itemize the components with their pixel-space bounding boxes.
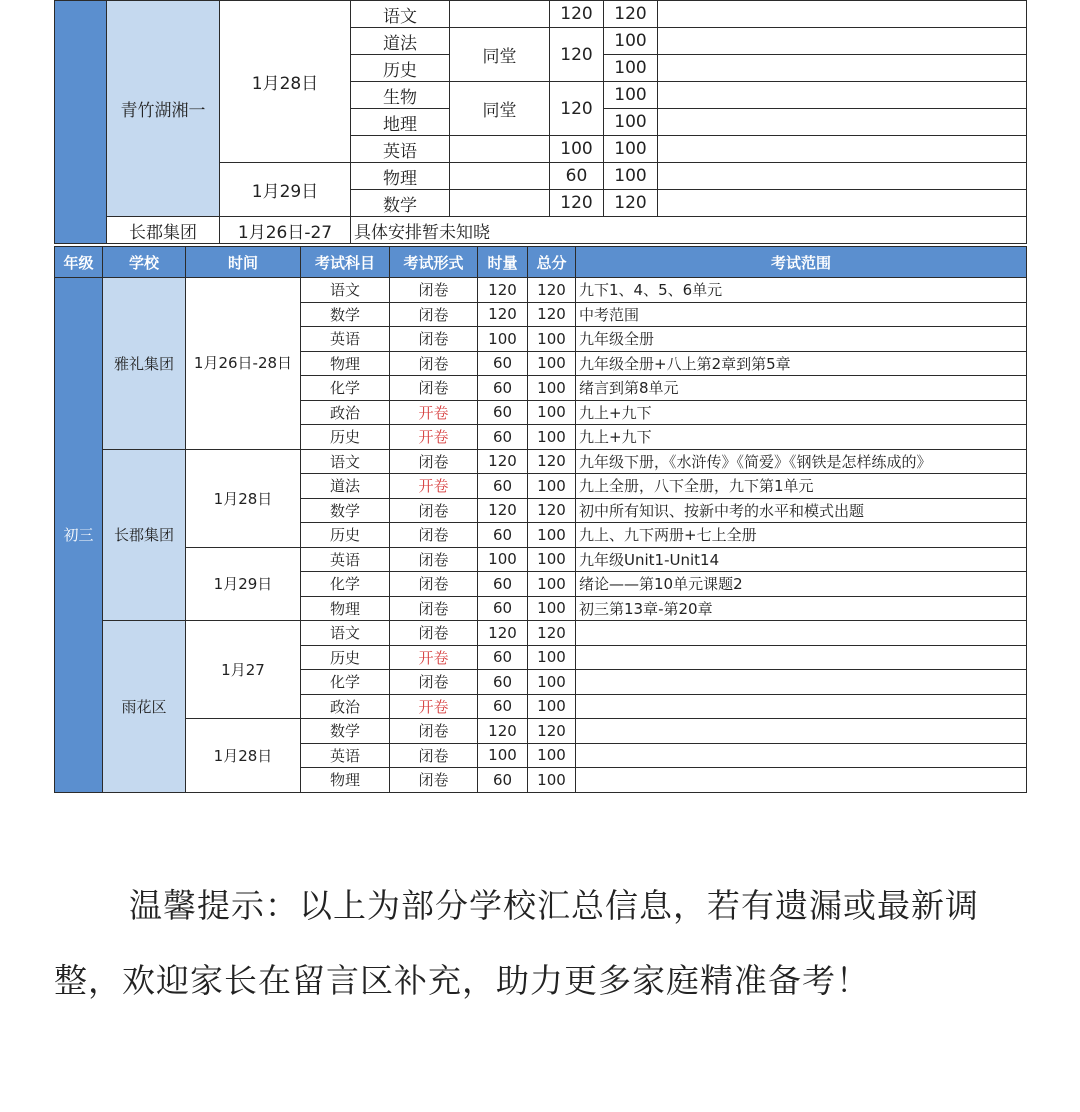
duration-cell: 60 — [478, 474, 528, 499]
table-row — [55, 719, 1027, 744]
duration-cell: 100 — [550, 136, 604, 163]
scope-cell — [576, 694, 1027, 719]
subject-cell: 道法 — [301, 474, 390, 499]
subject-cell: 地理 — [351, 109, 450, 136]
scope-cell — [576, 670, 1027, 695]
format-cell: 闭卷 — [390, 768, 478, 793]
duration-cell: 120 — [478, 302, 528, 327]
score-cell: 120 — [528, 719, 576, 744]
same-hall-cell: 同堂 — [450, 28, 550, 82]
date-cell: 1月28日 — [186, 719, 301, 793]
format-cell — [450, 136, 550, 163]
header-time: 时间 — [186, 247, 301, 278]
duration-cell: 60 — [478, 572, 528, 597]
subject-cell: 历史 — [351, 55, 450, 82]
score-cell: 120 — [528, 302, 576, 327]
header-school: 学校 — [103, 247, 186, 278]
date-cell: 1月29日 — [220, 163, 351, 217]
subject-cell: 政治 — [301, 694, 390, 719]
date-cell: 1月29日 — [186, 547, 301, 621]
duration-cell: 60 — [478, 523, 528, 548]
format-cell — [450, 1, 550, 28]
duration-cell: 120 — [478, 498, 528, 523]
score-cell: 120 — [528, 449, 576, 474]
subject-cell: 英语 — [301, 743, 390, 768]
duration-cell: 60 — [478, 670, 528, 695]
duration-cell: 60 — [478, 768, 528, 793]
grade-cell — [55, 1, 107, 244]
note-cell: 具体安排暂未知晓 — [351, 217, 1027, 244]
duration-cell: 120 — [478, 278, 528, 303]
score-cell: 100 — [528, 694, 576, 719]
score-cell: 100 — [528, 547, 576, 572]
table-row — [55, 547, 1027, 572]
subject-cell: 道法 — [351, 28, 450, 55]
duration-cell: 120 — [550, 190, 604, 217]
duration-cell: 120 — [550, 28, 604, 82]
score-cell: 100 — [528, 400, 576, 425]
scope-cell — [658, 190, 1027, 217]
format-cell: 闭卷 — [390, 743, 478, 768]
duration-cell: 120 — [478, 449, 528, 474]
upper-schedule-table — [54, 0, 1027, 244]
score-cell: 100 — [528, 743, 576, 768]
table-row — [55, 621, 1027, 646]
score-cell: 100 — [528, 572, 576, 597]
scope-cell — [576, 743, 1027, 768]
scope-cell: 九下1、4、5、6单元 — [576, 278, 1027, 303]
format-cell: 闭卷 — [390, 327, 478, 352]
school-cell: 雨花区 — [103, 621, 186, 793]
subject-cell: 英语 — [351, 136, 450, 163]
score-cell: 100 — [528, 351, 576, 376]
subject-cell: 英语 — [301, 547, 390, 572]
subject-cell: 化学 — [301, 572, 390, 597]
same-hall-cell: 同堂 — [450, 82, 550, 136]
subject-cell: 物理 — [301, 596, 390, 621]
subject-cell: 生物 — [351, 82, 450, 109]
duration-cell: 60 — [550, 163, 604, 190]
format-cell: 闭卷 — [390, 572, 478, 597]
duration-cell: 120 — [478, 719, 528, 744]
format-cell — [450, 190, 550, 217]
duration-cell: 60 — [478, 400, 528, 425]
scope-cell: 绪言到第8单元 — [576, 376, 1027, 401]
scope-cell: 初中所有知识、按新中考的水平和模式出题 — [576, 498, 1027, 523]
score-cell: 100 — [528, 376, 576, 401]
format-cell: 闭卷 — [390, 278, 478, 303]
subject-cell: 语文 — [301, 621, 390, 646]
school-cell: 长郡集团 — [103, 449, 186, 621]
score-cell: 120 — [528, 498, 576, 523]
format-cell: 闭卷 — [390, 351, 478, 376]
format-cell: 闭卷 — [390, 449, 478, 474]
date-cell: 1月26日-27 — [220, 217, 351, 244]
scope-cell: 九年级全册 — [576, 327, 1027, 352]
header-scope: 考试范围 — [576, 247, 1027, 278]
duration-cell: 60 — [478, 694, 528, 719]
subject-cell: 物理 — [301, 768, 390, 793]
score-cell: 120 — [528, 278, 576, 303]
scope-cell — [576, 719, 1027, 744]
format-cell: 闭卷 — [390, 621, 478, 646]
format-cell: 闭卷 — [390, 547, 478, 572]
scope-cell — [658, 28, 1027, 55]
subject-cell: 化学 — [301, 670, 390, 695]
score-cell: 100 — [604, 55, 658, 82]
score-cell: 120 — [604, 190, 658, 217]
subject-cell: 物理 — [301, 351, 390, 376]
duration-cell: 100 — [478, 327, 528, 352]
subject-cell: 历史 — [301, 645, 390, 670]
duration-cell: 120 — [550, 82, 604, 136]
format-cell: 闭卷 — [390, 523, 478, 548]
date-cell: 1月28日 — [220, 1, 351, 163]
score-cell: 100 — [528, 474, 576, 499]
scope-cell: 九年级全册+八上第2章到第5章 — [576, 351, 1027, 376]
score-cell: 100 — [604, 109, 658, 136]
duration-cell: 60 — [478, 425, 528, 450]
scope-cell — [658, 55, 1027, 82]
header-format: 考试形式 — [390, 247, 478, 278]
header-duration: 时量 — [478, 247, 528, 278]
scope-cell: 九年级Unit1-Unit14 — [576, 547, 1027, 572]
duration-cell: 100 — [478, 547, 528, 572]
subject-cell: 数学 — [301, 302, 390, 327]
format-cell: 闭卷 — [390, 376, 478, 401]
scope-cell — [658, 136, 1027, 163]
scope-cell — [658, 109, 1027, 136]
duration-cell: 60 — [478, 596, 528, 621]
score-cell: 100 — [528, 425, 576, 450]
subject-cell: 语文 — [351, 1, 450, 28]
subject-cell: 数学 — [351, 190, 450, 217]
date-cell: 1月28日 — [186, 449, 301, 547]
duration-cell: 120 — [478, 621, 528, 646]
subject-cell: 历史 — [301, 425, 390, 450]
scope-cell: 中考范围 — [576, 302, 1027, 327]
scope-cell — [576, 621, 1027, 646]
format-cell: 闭卷 — [390, 596, 478, 621]
header-grade: 年级 — [55, 247, 103, 278]
format-cell: 开卷 — [390, 400, 478, 425]
score-cell: 120 — [604, 1, 658, 28]
subject-cell: 语文 — [301, 278, 390, 303]
table-row — [55, 278, 1027, 303]
format-cell: 开卷 — [390, 474, 478, 499]
format-cell: 闭卷 — [390, 719, 478, 744]
scope-cell: 初三第13章-第20章 — [576, 596, 1027, 621]
date-cell: 1月27 — [186, 621, 301, 719]
duration-cell: 100 — [478, 743, 528, 768]
score-cell: 100 — [604, 163, 658, 190]
duration-cell: 60 — [478, 351, 528, 376]
subject-cell: 物理 — [351, 163, 450, 190]
scope-cell — [576, 768, 1027, 793]
format-cell: 闭卷 — [390, 302, 478, 327]
scope-cell: 九上+九下 — [576, 425, 1027, 450]
scope-cell: 绪论——第10单元课题2 — [576, 572, 1027, 597]
school-cell: 雅礼集团 — [103, 278, 186, 450]
format-cell: 开卷 — [390, 694, 478, 719]
score-cell: 100 — [528, 768, 576, 793]
subject-cell: 化学 — [301, 376, 390, 401]
score-cell: 100 — [528, 645, 576, 670]
grade-nine-schedule-table — [54, 246, 1027, 793]
format-cell: 开卷 — [390, 645, 478, 670]
scope-cell — [658, 163, 1027, 190]
warm-tip-paragraph: 温馨提示：以上为部分学校汇总信息，若有遗漏或最新调整，欢迎家长在留言区补充，助力更多家庭精准备考！ — [54, 886, 979, 1000]
scope-cell — [658, 82, 1027, 109]
scope-cell — [658, 1, 1027, 28]
scope-cell: 九上全册，八下全册，九下第1单元 — [576, 474, 1027, 499]
header-subject: 考试科目 — [301, 247, 390, 278]
duration-cell: 60 — [478, 376, 528, 401]
header-row — [55, 247, 1027, 278]
school-cell: 青竹湖湘一 — [107, 1, 220, 217]
date-cell: 1月26日-28日 — [186, 278, 301, 450]
table-row — [55, 449, 1027, 474]
subject-cell: 历史 — [301, 523, 390, 548]
score-cell: 100 — [528, 596, 576, 621]
score-cell: 100 — [604, 136, 658, 163]
header-score: 总分 — [528, 247, 576, 278]
score-cell: 120 — [528, 621, 576, 646]
school-cell: 长郡集团 — [107, 217, 220, 244]
score-cell: 100 — [604, 82, 658, 109]
duration-cell: 60 — [478, 645, 528, 670]
scope-cell — [576, 645, 1027, 670]
score-cell: 100 — [528, 523, 576, 548]
format-cell: 闭卷 — [390, 670, 478, 695]
scope-cell: 九上+九下 — [576, 400, 1027, 425]
format-cell — [450, 163, 550, 190]
grade-cell: 初三 — [55, 278, 103, 793]
subject-cell: 数学 — [301, 719, 390, 744]
subject-cell: 政治 — [301, 400, 390, 425]
score-cell: 100 — [604, 28, 658, 55]
subject-cell: 数学 — [301, 498, 390, 523]
subject-cell: 语文 — [301, 449, 390, 474]
subject-cell: 英语 — [301, 327, 390, 352]
score-cell: 100 — [528, 327, 576, 352]
format-cell: 闭卷 — [390, 498, 478, 523]
format-cell: 开卷 — [390, 425, 478, 450]
duration-cell: 120 — [550, 1, 604, 28]
score-cell: 100 — [528, 670, 576, 695]
scope-cell: 九上、九下两册+七上全册 — [576, 523, 1027, 548]
scope-cell: 九年级下册，《水浒传》《简爱》《钢铁是怎样练成的》 — [576, 449, 1027, 474]
